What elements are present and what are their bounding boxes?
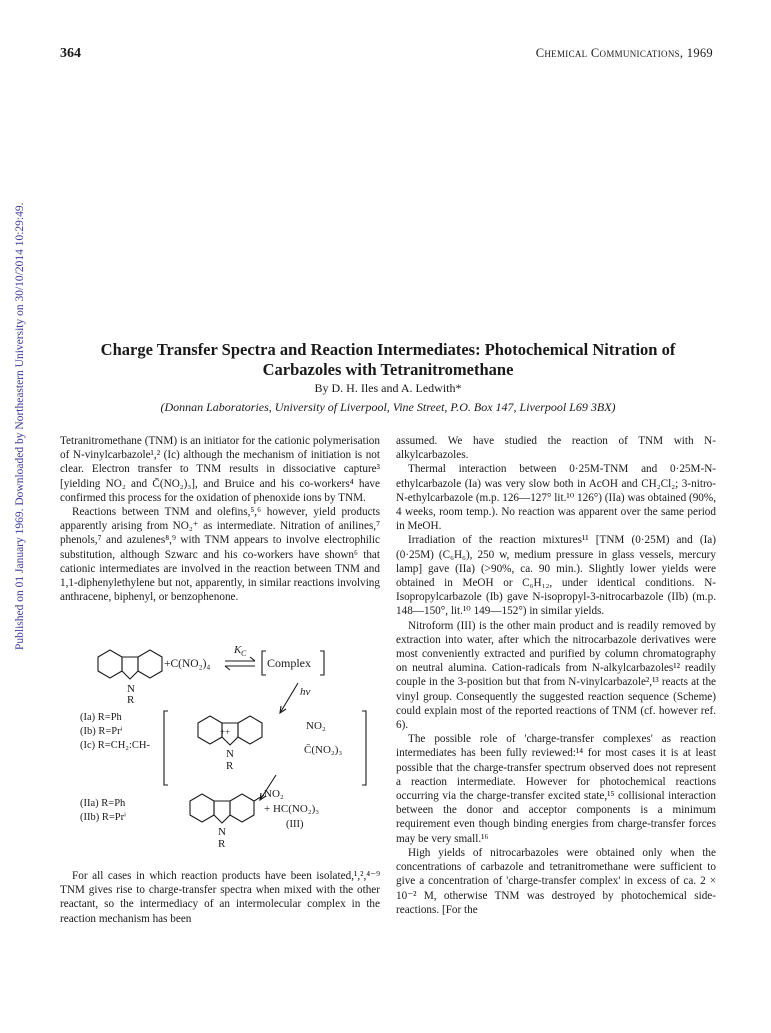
reaction-scheme (80, 635, 380, 860)
scheme-trinitro-anion: C̄(NO₂)₃ (304, 744, 343, 756)
download-watermark (2, 202, 26, 650)
scheme-n-3: N (218, 826, 226, 838)
download-watermark-text: Published on 01 January 1969. Downloaded by Northeastern University on 30/10/2014 10:29:49. (14, 202, 26, 650)
scheme-r-2: R (226, 760, 234, 772)
scheme-no2-radical: NO₂ (306, 720, 326, 732)
scheme-hv: hν (300, 686, 311, 698)
article-title: Charge Transfer Spectra and Reaction Intermediates: Photochemical Nitration of Carbazoles with Tetranitromethane (100, 340, 676, 379)
article-affiliation: (Donnan Laboratories, University of Liverpool, Vine Street, P.O. Box 147, Liverpool L69 3BX) (160, 400, 616, 414)
scheme-iii: (III) (286, 819, 304, 830)
scheme-kc: K (234, 644, 242, 656)
right-column (396, 434, 716, 917)
scheme-nitroform: + HC(NO₂)₃ (264, 803, 320, 815)
left-column (60, 434, 380, 604)
article-authors: By D. H. Iles and A. Ledwith* (314, 381, 462, 395)
scheme-ia: (Ia) R=Ph (80, 712, 122, 723)
paragraph: For all cases in which reaction products have been isolated,¹,²,⁴⁻⁹ TNM gives rise to charge-transfer spectra when mixed with the other reactant, so the intermediacy of an intermolecular complex in the reaction mechanism has been (60, 870, 380, 925)
scheme-iia: (IIa) R=Ph (80, 798, 126, 809)
paragraph: Reactions between TNM and olefins,⁵,⁶ however, yield products apparently arising from NO₂⁺ as intermediate. Nitration of anilines,⁷ phenols,⁷ and azulenes⁸,⁹ with TNM appears to involve electrophilic substitution, although Szwarc and his co-workers have shown⁶ that cationic intermediates are involved in the reaction between TNM and 1,1-diphenylethylene but not, apparently, in similar reactions involving anthracene, biphenyl, or benzophenone. (60, 506, 380, 604)
scheme-ic: (Ic) R=CH₂:CH- (80, 740, 150, 751)
paragraph: The possible role of 'charge-transfer complexes' as reaction intermediates has been fully reviewed:¹⁴ for most cases it is at least possible that the charge-transfer spectrum observed does not represent a reaction intermediate. However for photochemical reactions occurring via the charge-transfer excited state,¹⁵ collisional interaction between the donor and acceptor components is a minimum requirement even though binding energies from charge-transfer forces may be very small.¹⁶ (396, 733, 716, 845)
scheme-n-2: N (226, 748, 234, 760)
paragraph: Tetranitromethane (TNM) is an initiator for the cationic polymerisation of N-vinylcarbazole¹,² (Ic) although the mechanism of initiation is not clear. Electron transfer to TNM results in dissociative capture³ [yielding NO₂ and C̄(NO₂)₃], and Bruice and his co-workers⁴ have confirmed this process for the oxidation of phenoxide ions by TNM. (60, 435, 380, 504)
scheme-n-1: N (127, 683, 135, 695)
scheme-r-1: R (127, 694, 135, 706)
scheme-iib: (IIb) R=Prⁱ (80, 812, 126, 823)
scheme-r-3: R (218, 838, 226, 850)
paragraph: Nitroform (III) is the other main product and is readily removed by extraction into water, after which the nitrocarbazole derivatives were most conveniently extracted and purified by column chromatography on neutral alumina. Cation-radicals from N-alkylcarbazoles¹² readily couple in the 3-position but that from N-vinylcarbazole²,¹³ reacts at the vinyl group. Consequently the suggested reaction sequence (Scheme) could explain most of the reported reactions of TNM (cf. however ref. 6). (396, 619, 716, 732)
scheme-ib: (Ib) R=Prⁱ (80, 726, 123, 737)
paragraph: High yields of nitrocarbazoles were obtained only when the concentrations of carbazole and tetranitromethane were sufficient to give a concentration of 'charge-transfer complex' in excess of ca. 2 × 10⁻² M, otherwise TNM was destroyed by photochemical side-reactions. [For the (396, 846, 716, 916)
scheme-no2: NO₂ (264, 788, 284, 800)
paragraph: Irradiation of the reaction mixtures¹¹ [TNM (0·25M) and (Ia) (0·25M) (C₆H₆), 250 w, medium pressure in glass vessels, mercury lamp] gave (IIa) (>90%, ca. 90 min.). Slightly lower yields were obtained in MeOH or C₆H₁₂, under identical conditions. N-Isopropylcarbazole (Ib) gave N-isopropyl-3-nitrocarbazole (IIb) (m.p. 148—150°, lit.¹⁰ 149—152°) in similar yields. (396, 534, 716, 618)
journal-header: Chemical Communications, 1969 (535, 46, 713, 60)
scheme-kc-sub: C (241, 649, 247, 658)
page-number: 364 (60, 46, 81, 61)
paragraph: Thermal interaction between 0·25M-TNM and 0·25M-N-ethylcarbazole (Ia) was very slow both in AcOH and CH₂Cl₂; 3-nitro-N-ethylcarbazole (m.p. 126—127° lit.¹⁰ 126°) (IIa) was obtained (90%, 4 weeks, room temp.). No reaction was apparent over the same period in MeOH. (396, 463, 716, 533)
left-column-bottom (60, 869, 380, 926)
reaction-scheme-drawing (80, 635, 380, 860)
scheme-cation: ++ (220, 727, 231, 737)
scheme-complex: Complex (267, 656, 311, 670)
paragraph: assumed. We have studied the reaction of TNM with N-alkylcarbazoles. (396, 435, 716, 462)
scheme-reagent: +C(NO₂)₄ (164, 658, 211, 670)
